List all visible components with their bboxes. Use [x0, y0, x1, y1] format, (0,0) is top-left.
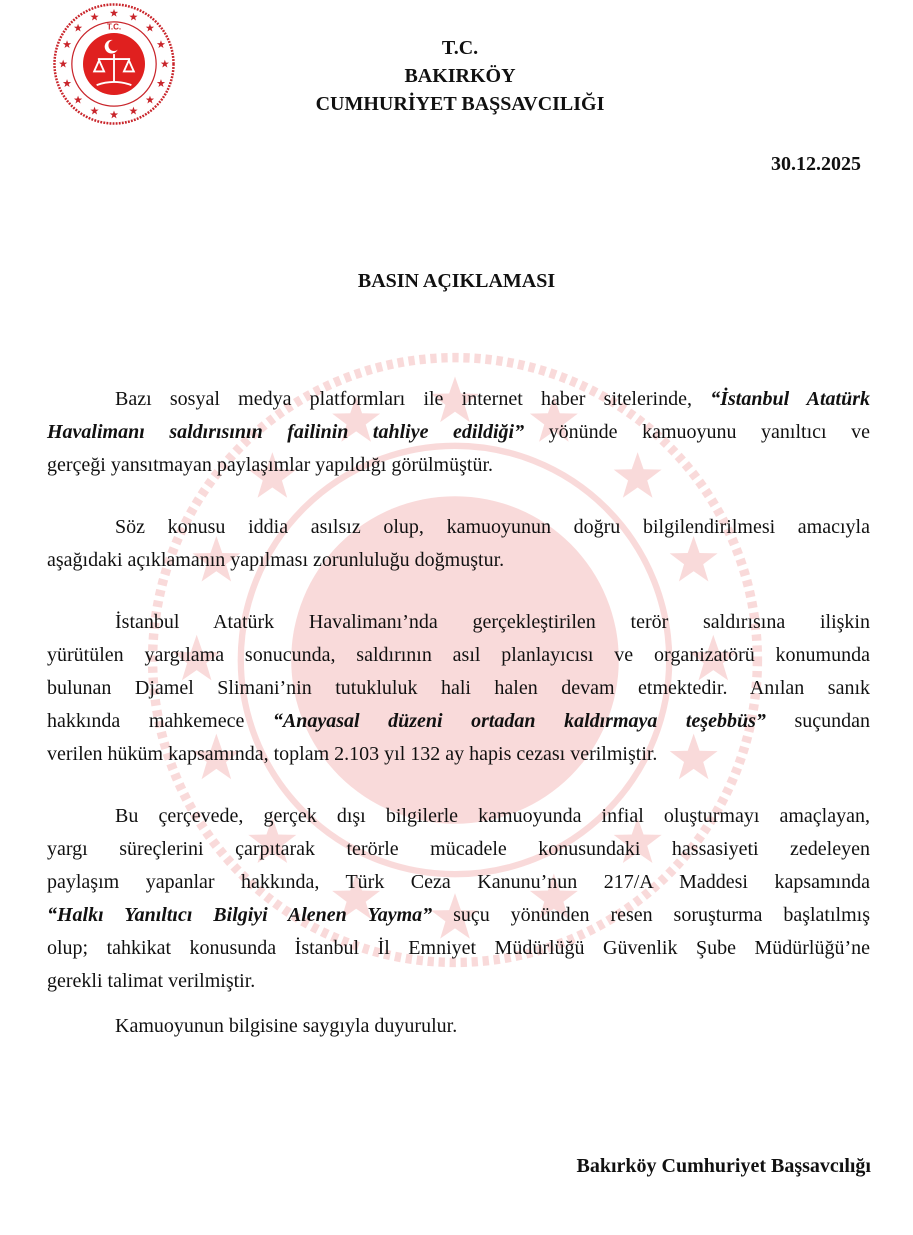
header-line-district: BAKIRKÖY: [404, 65, 516, 87]
text-line: [47, 932, 870, 965]
star-icon: [110, 9, 118, 17]
document-title: BASIN AÇIKLAMASI: [357, 270, 556, 292]
text-segment: hakkında mahkemece: [47, 710, 273, 732]
text-line: [47, 544, 870, 577]
text-segment: gerçeği yansıtmayan paylaşımlar yapıldığı görülmüştür.: [47, 454, 494, 476]
star-icon: [129, 107, 137, 115]
institution-header: [260, 34, 660, 118]
signature: Bakırköy Cumhuriyet Başsavcılığı: [576, 1155, 871, 1177]
text-segment: olup; tahkikat konusunda İstanbul İl Emniyet Müdürlüğü Güvenlik Şube Müdürlüğü’ne: [47, 937, 870, 959]
text-line: [47, 833, 870, 866]
closing-statement: Kamuoyunun bilgisine saygıyla duyurulur.: [115, 1015, 458, 1037]
text-line: [47, 383, 870, 416]
header-line-office: CUMHURİYET BAŞSAVCILIĞI: [315, 93, 605, 115]
star-icon: [161, 60, 169, 68]
paragraph: [47, 511, 870, 577]
text-segment: Bazı sosyal medya platformları ile internet haber sitelerinde,: [115, 388, 711, 410]
star-icon: [63, 40, 71, 48]
text-segment: Söz konusu iddia asılsız olup, kamuoyunun doğru bilgilendirilmesi amacıyla: [115, 516, 870, 538]
star-icon: [63, 79, 71, 87]
star-icon: [74, 96, 82, 104]
text-line: [47, 511, 870, 544]
star-icon: [110, 111, 118, 119]
text-segment: yönünde kamuoyunu yanıltıcı ve: [524, 421, 870, 443]
document-body: [47, 383, 870, 1027]
star-icon: [157, 40, 165, 48]
paragraph: [47, 606, 870, 771]
text-line: [47, 738, 870, 771]
seal-logo: [52, 2, 176, 126]
text-segment: yürütülen yargılama sonucunda, saldırının asıl planlayıcısı ve organizatörü konumunda: [47, 644, 870, 666]
document-date: 30.12.2025: [771, 153, 861, 175]
text-line: [47, 965, 870, 998]
text-segment: gerekli talimat verilmiştir.: [47, 970, 256, 992]
text-line: [47, 639, 870, 672]
emphasized-quote: Havalimanı saldırısının failinin tahliye edildiği”: [47, 421, 525, 443]
star-icon: [90, 107, 98, 115]
paragraph: [47, 800, 870, 998]
star-icon: [157, 79, 165, 87]
star-icon: [59, 60, 67, 68]
text-segment: Bu çerçevede, gerçek dışı bilgilerle kamuoyunda infial oluşturmayı amaçlayan,: [115, 805, 870, 827]
text-line: [47, 416, 870, 449]
text-line: [47, 705, 870, 738]
text-segment: suçundan: [765, 710, 871, 732]
text-segment: aşağıdaki açıklamanın yapılması zorunluluğu doğmuştur.: [47, 549, 505, 571]
text-line: [47, 899, 870, 932]
text-segment: suçu yönünden resen soruşturma başlatılmış: [432, 904, 870, 926]
text-segment: verilen hüküm kapsamında, toplam 2.103 yıl 132 ay hapis cezası verilmiştir.: [47, 743, 658, 765]
text-line: [47, 606, 870, 639]
text-line: [47, 449, 870, 482]
text-segment: yargı süreçlerini çarpıtarak terörle mücadele konusundaki hassasiyeti zedeleyen: [47, 838, 870, 860]
svg-text:T.C.: T.C.: [106, 22, 122, 32]
text-line: [47, 800, 870, 833]
star-icon: [129, 13, 137, 21]
text-segment: İstanbul Atatürk Havalimanı’nda gerçekleştirilen terör saldırısına ilişkin: [115, 611, 870, 633]
star-icon: [74, 24, 82, 32]
text-segment: bulunan Djamel Slimani’nin tutukluluk hali halen devam etmektedir. Anılan sanık: [47, 677, 870, 699]
header-line-tc: T.C.: [441, 37, 479, 59]
text-line: [47, 672, 870, 705]
text-line: [47, 866, 870, 899]
star-icon: [90, 13, 98, 21]
paragraph: [47, 383, 870, 482]
emphasized-quote: “İstanbul Atatürk: [710, 388, 870, 410]
text-segment: paylaşım yapanlar hakkında, Türk Ceza Kanunu’nun 217/A Maddesi kapsamında: [47, 871, 870, 893]
emphasized-quote: “Anayasal düzeni ortadan kaldırmaya teşebbüs”: [272, 710, 766, 732]
star-icon: [146, 24, 154, 32]
emphasized-quote: “Halkı Yanıltıcı Bilgiyi Alenen Yayma”: [47, 904, 433, 926]
star-icon: [146, 96, 154, 104]
